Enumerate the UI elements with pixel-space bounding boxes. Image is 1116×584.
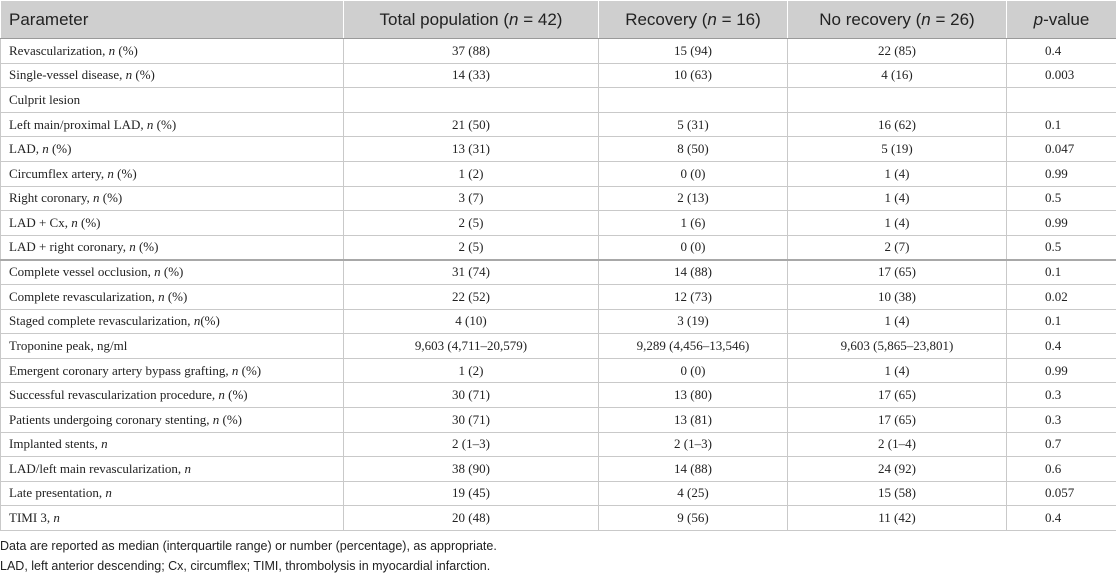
cell-parameter [1,309,344,334]
cell-parameter [1,137,344,162]
header-recovery: Recovery (n = 16) [599,1,788,39]
cell-total-population: 1 (2) [344,358,599,383]
parameter-unit: (%) [115,42,138,58]
parameter-n-symbol: n [212,411,220,427]
header-total-population: Total population (n = 42) [344,1,599,39]
cell-no-recovery [788,88,1007,113]
parameter-label: LAD + right coronary, [9,239,130,255]
cell-total-population: 30 (71) [344,407,599,432]
cell-no-recovery: 17 (65) [788,260,1007,285]
cell-recovery: 0 (0) [599,235,788,260]
parameter-label: Staged complete revascularization, [9,313,194,329]
table-row [1,63,1116,88]
parameter-unit: (%) [160,264,184,280]
parameter-n-symbol: n [101,436,108,452]
cell-total-population: 20 (48) [344,506,599,531]
header-parameter: Parameter [1,1,344,39]
table-row [1,506,1116,531]
cell-p-value: 0.99 [1007,161,1116,186]
parameter-n-symbol: n [184,460,191,476]
parameter-unit: (%) [48,141,72,157]
cell-p-value: 0.003 [1007,63,1116,88]
cell-recovery: 9 (56) [599,506,788,531]
table-row [1,88,1116,113]
cell-p-value: 0.1 [1007,260,1116,285]
cell-no-recovery: 22 (85) [788,39,1007,64]
table-row [1,407,1116,432]
cell-p-value: 0.1 [1007,112,1116,137]
parameter-unit: (%) [224,387,248,403]
parameter-n-symbol: n [129,239,136,255]
cell-parameter [1,481,344,506]
table-row [1,358,1116,383]
cell-no-recovery: 10 (38) [788,284,1007,309]
cell-parameter [1,186,344,211]
cell-total-population: 37 (88) [344,39,599,64]
parameter-n-symbol: n [231,362,239,378]
cell-parameter [1,432,344,457]
cell-total-population: 13 (31) [344,137,599,162]
table-row [1,284,1116,309]
cell-recovery: 13 (81) [599,407,788,432]
parameter-n-symbol: n [108,42,116,58]
cell-no-recovery: 17 (65) [788,383,1007,408]
parameter-label: Troponine peak, ng/ml [9,337,128,353]
cell-total-population: 3 (7) [344,186,599,211]
cell-recovery: 2 (13) [599,186,788,211]
cell-p-value: 0.4 [1007,506,1116,531]
parameter-unit: (%) [238,362,262,378]
cell-recovery: 9,289 (4,456–13,546) [599,334,788,359]
cell-recovery: 14 (88) [599,260,788,285]
cell-recovery: 15 (94) [599,39,788,64]
parameter-label: Late presentation, [9,485,106,501]
cell-recovery: 14 (88) [599,457,788,482]
cell-recovery: 0 (0) [599,161,788,186]
cell-p-value: 0.4 [1007,39,1116,64]
cell-recovery: 2 (1–3) [599,432,788,457]
cell-total-population: 2 (5) [344,235,599,260]
cell-total-population: 2 (5) [344,211,599,236]
table-body [1,39,1116,531]
cell-recovery: 4 (25) [599,481,788,506]
parameter-n-symbol: n [107,165,114,181]
cell-no-recovery: 1 (4) [788,309,1007,334]
cell-recovery: 12 (73) [599,284,788,309]
table-row [1,383,1116,408]
header-p-value: p-value [1007,1,1116,39]
parameter-label: Left main/proximal LAD, [9,116,147,132]
cell-total-population: 4 (10) [344,309,599,334]
parameter-n-symbol: n [71,214,78,230]
table-row [1,112,1116,137]
parameter-unit: (%) [200,313,220,329]
table-row [1,432,1116,457]
footnote-data-reporting: Data are reported as median (interquartile range) or number (percentage), as appropriate. [0,539,497,553]
parameter-label: Single-vessel disease, [9,67,126,83]
cell-no-recovery: 17 (65) [788,407,1007,432]
cell-no-recovery: 2 (1–4) [788,432,1007,457]
table-row [1,481,1116,506]
cell-p-value: 0.99 [1007,211,1116,236]
cell-parameter [1,457,344,482]
parameter-label: Complete vessel occlusion, [9,264,155,280]
parameter-n-symbol: n [146,116,154,132]
cell-parameter [1,39,344,64]
parameter-n-symbol: n [53,510,60,526]
cell-p-value: 0.3 [1007,383,1116,408]
cell-recovery: 13 (80) [599,383,788,408]
cell-parameter [1,161,344,186]
cell-p-value: 0.99 [1007,358,1116,383]
parameter-unit: (%) [219,411,243,427]
parameter-label: LAD/left main revascularization, [9,460,185,476]
parameter-n-symbol: n [42,141,49,157]
cell-recovery: 3 (19) [599,309,788,334]
table-row [1,39,1116,64]
cell-recovery: 5 (31) [599,112,788,137]
cell-parameter [1,260,344,285]
cell-no-recovery: 15 (58) [788,481,1007,506]
parameter-n-symbol: n [105,485,112,501]
header-row [1,1,1116,39]
cell-p-value [1007,88,1116,113]
cell-total-population: 2 (1–3) [344,432,599,457]
table-row [1,457,1116,482]
parameter-label: Right coronary, [9,190,93,206]
header-no-recovery: No recovery (n = 26) [788,1,1007,39]
cell-no-recovery: 1 (4) [788,211,1007,236]
parameter-label: TIMI 3, [9,510,54,526]
cell-no-recovery: 9,603 (5,865–23,801) [788,334,1007,359]
cell-no-recovery: 4 (16) [788,63,1007,88]
cell-p-value: 0.6 [1007,457,1116,482]
cell-total-population: 19 (45) [344,481,599,506]
cell-recovery: 0 (0) [599,358,788,383]
parameter-n-symbol: n [218,387,225,403]
cell-parameter [1,506,344,531]
cell-parameter [1,211,344,236]
cell-parameter [1,235,344,260]
parameter-label: Patients undergoing coronary stenting, [9,411,213,427]
cell-p-value: 0.1 [1007,309,1116,334]
cell-total-population: 1 (2) [344,161,599,186]
table-row [1,260,1116,285]
table-footnotes [0,536,1116,576]
cell-recovery: 8 (50) [599,137,788,162]
table-row [1,137,1116,162]
table-row [1,161,1116,186]
cell-parameter [1,88,344,113]
table-row [1,211,1116,236]
parameter-n-symbol: n [154,264,161,280]
cell-recovery [599,88,788,113]
parameter-label: Culprit lesion [9,91,81,107]
cell-total-population: 31 (74) [344,260,599,285]
table-row [1,334,1116,359]
cell-recovery: 1 (6) [599,211,788,236]
cell-no-recovery: 16 (62) [788,112,1007,137]
parameter-unit: (%) [164,288,188,304]
cell-p-value: 0.7 [1007,432,1116,457]
parameter-n-symbol: n [93,190,100,206]
cell-no-recovery: 5 (19) [788,137,1007,162]
cell-p-value: 0.057 [1007,481,1116,506]
parameter-label: Circumflex artery, [9,165,108,181]
cell-p-value: 0.4 [1007,334,1116,359]
cell-no-recovery: 1 (4) [788,161,1007,186]
footnote-abbreviations: LAD, left anterior descending; Cx, circumflex; TIMI, thrombolysis in myocardial infarction. [0,559,491,573]
cell-parameter [1,358,344,383]
cell-p-value: 0.5 [1007,235,1116,260]
cell-total-population: 22 (52) [344,284,599,309]
cell-total-population: 30 (71) [344,383,599,408]
parameter-label: Implanted stents, [9,436,102,452]
cell-total-population: 38 (90) [344,457,599,482]
parameter-unit: (%) [135,239,159,255]
table-row [1,309,1116,334]
cell-total-population: 14 (33) [344,63,599,88]
cell-no-recovery: 11 (42) [788,506,1007,531]
cell-parameter [1,407,344,432]
cell-total-population: 21 (50) [344,112,599,137]
cell-total-population [344,88,599,113]
cell-no-recovery: 1 (4) [788,186,1007,211]
cell-no-recovery: 2 (7) [788,235,1007,260]
parameter-unit: (%) [99,190,123,206]
parameter-n-symbol: n [158,288,165,304]
parameter-label: Complete revascularization, [9,288,159,304]
cell-p-value: 0.3 [1007,407,1116,432]
parameter-n-symbol: n [193,313,201,329]
cell-no-recovery: 24 (92) [788,457,1007,482]
cell-p-value: 0.047 [1007,137,1116,162]
cell-parameter [1,383,344,408]
parameter-label: LAD + Cx, [9,214,72,230]
parameter-n-symbol: n [125,67,133,83]
table-header [1,1,1116,39]
parameter-label: Emergent coronary artery bypass grafting, [9,362,232,378]
parameter-unit: (%) [113,165,137,181]
cell-parameter [1,284,344,309]
parameter-unit: (%) [153,116,177,132]
cell-parameter [1,112,344,137]
parameter-label: Revascularization, [9,42,109,58]
cell-total-population: 9,603 (4,711–20,579) [344,334,599,359]
cell-parameter [1,334,344,359]
parameter-label: Successful revascularization procedure, [9,387,219,403]
table-row [1,186,1116,211]
table-row [1,235,1116,260]
cell-parameter [1,63,344,88]
parameter-label: LAD, [9,141,43,157]
cell-recovery: 10 (63) [599,63,788,88]
parameter-unit: (%) [77,214,101,230]
parameter-unit: (%) [132,67,155,83]
cell-p-value: 0.02 [1007,284,1116,309]
cell-p-value: 0.5 [1007,186,1116,211]
cell-no-recovery: 1 (4) [788,358,1007,383]
